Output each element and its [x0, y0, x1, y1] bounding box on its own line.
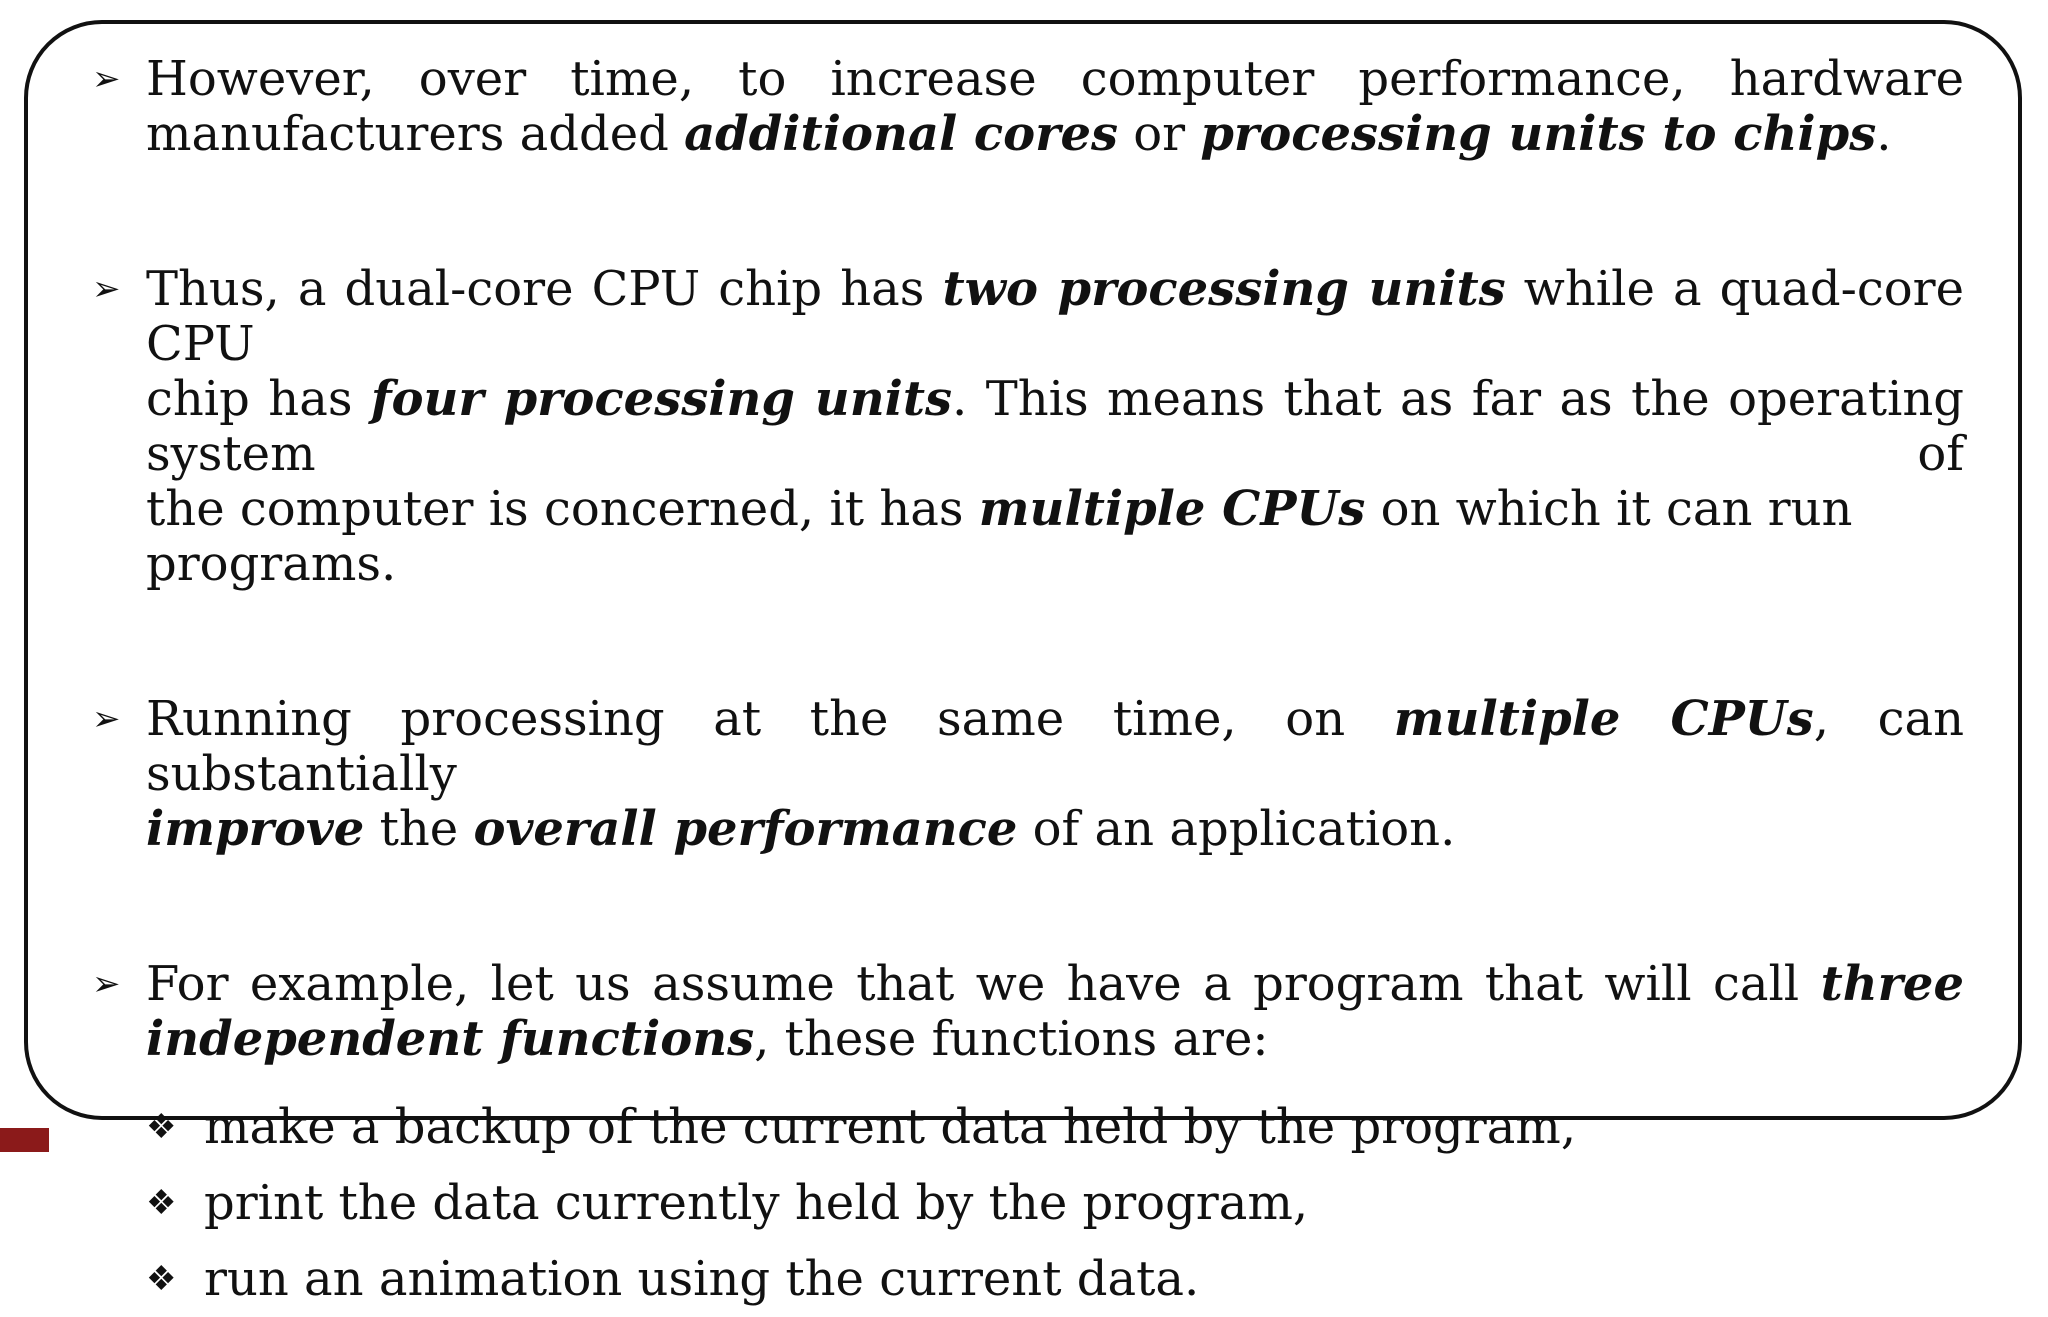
corner-marker — [0, 1128, 49, 1152]
arrow-bullet-icon: ➢ — [92, 699, 121, 739]
bullet-2 — [92, 262, 1964, 592]
bullet-text: Running processing at the same time, on — [146, 691, 1394, 747]
bullet-2-line-2 — [146, 372, 1964, 482]
diamond-bullet-icon: ❖ — [146, 1259, 177, 1299]
bullet-text: , can substantially — [146, 691, 1964, 802]
bullet-text: However, over time, to increase computer performance, hardware — [146, 51, 1964, 107]
bullet-3 — [92, 692, 1964, 857]
diamond-bullet-icon: ❖ — [146, 1107, 177, 1147]
arrow-bullet-icon: ➢ — [92, 59, 121, 99]
sub-bullet-text: make a backup of the current data held by the program, — [204, 1099, 1577, 1155]
emphasis-text: three — [1820, 956, 1964, 1012]
sub-bullet-item — [146, 1089, 1964, 1165]
sub-bullet-item — [146, 1241, 1964, 1317]
emphasis-text: improve — [146, 801, 365, 857]
emphasis-text: four processing units — [370, 371, 953, 427]
emphasis-text: overall performance — [473, 801, 1018, 857]
emphasis-text: multiple CPUs — [978, 481, 1366, 537]
bullet-4-line-1 — [146, 957, 1964, 1012]
bullet-text: the — [364, 801, 474, 857]
bullet-text: , these functions are: — [754, 1011, 1269, 1067]
emphasis-text: two processing units — [942, 261, 1506, 317]
emphasis-text: processing units to chips — [1200, 106, 1877, 162]
bullet-text: or — [1118, 106, 1201, 162]
bullet-text: the computer is concerned, it has — [146, 481, 979, 537]
bullet-text: chip has — [146, 371, 371, 427]
bullet-3-line-1 — [146, 692, 1964, 802]
bullet-3-line-2 — [146, 802, 1964, 857]
sub-bullet-item — [146, 1165, 1964, 1241]
bullet-4 — [92, 957, 1964, 1317]
diamond-bullet-icon: ❖ — [146, 1183, 177, 1223]
arrow-bullet-icon: ➢ — [92, 269, 121, 309]
bullet-text: of an application. — [1017, 801, 1456, 857]
sub-bullet-text: print the data currently held by the program, — [204, 1175, 1309, 1231]
sub-bullet-text: run an animation using the current data. — [204, 1251, 1200, 1307]
emphasis-text: additional cores — [684, 106, 1118, 162]
bullet-text: while a quad-core CPU — [146, 261, 1965, 372]
slide-content — [92, 52, 1964, 1317]
bullet-text: . This means that as far as the operating system of — [146, 371, 1964, 482]
arrow-bullet-icon: ➢ — [92, 964, 121, 1004]
bullet-text: . — [1876, 106, 1892, 162]
bullet-text: Thus, a dual-core CPU chip has — [146, 261, 943, 317]
bullet-text: manufacturers added — [146, 106, 685, 162]
bullet-2-line-3 — [146, 482, 1964, 592]
bullet-text: For example, let us assume that we have a program that will call — [146, 956, 1821, 1012]
bullet-4-line-2 — [146, 1012, 1964, 1067]
emphasis-text: multiple CPUs — [1393, 691, 1814, 747]
bullet-1-line-1 — [146, 52, 1964, 107]
bullet-1-line-2 — [146, 107, 1964, 162]
bullet-2-line-1 — [146, 262, 1964, 372]
bullet-text: on which it can run programs. — [146, 481, 1853, 592]
bullet-1 — [92, 52, 1964, 162]
emphasis-text: independent functions — [146, 1011, 755, 1067]
sub-bullet-list — [146, 1089, 1964, 1317]
